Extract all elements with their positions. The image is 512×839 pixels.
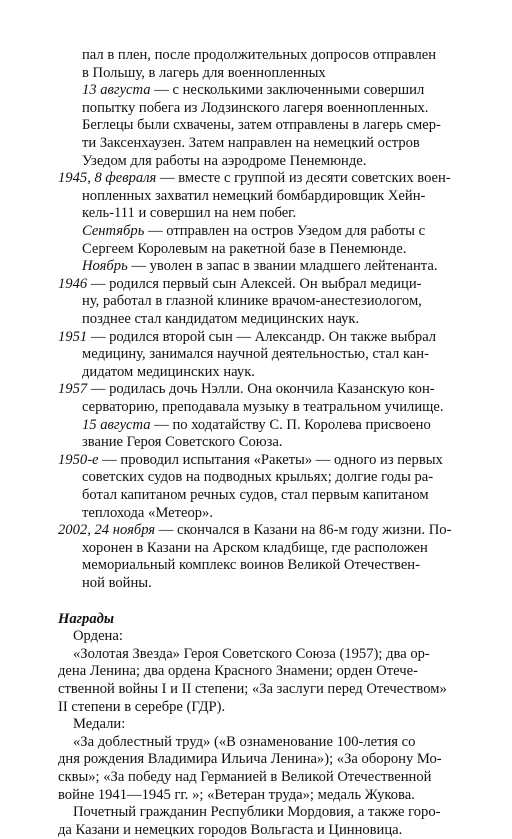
orders-label: Ордена:	[73, 628, 123, 645]
text-line: ственной войны I и II степени; «За заслуги перед Отечеством»	[58, 681, 447, 697]
text-line: звание Героя Советского Союза.	[82, 434, 283, 451]
entry-date: Сентябрь	[82, 223, 145, 239]
entry-text: — родился первый сын Алексей. Он выбрал медици-	[87, 275, 422, 292]
text-line: позднее стал кандидатом медицинских наук.	[82, 311, 360, 327]
entry-date: 1951	[58, 328, 88, 345]
honor-line: да Казани и немецких городов Вольгаста и Цинновица.	[58, 821, 403, 838]
text-line: в Польшу, в лагерь для военнопленных	[82, 64, 326, 81]
entry-date: 1950-е	[58, 451, 99, 468]
text-line: нопленных захватил немецкий бомбардировщик Хейн-	[82, 187, 426, 204]
entry-text: — родился второй сын — Александр. Он также выбрал	[87, 328, 437, 345]
awards-heading: Награды	[58, 610, 114, 627]
text-line: дидатом медицинских наук.	[82, 363, 255, 380]
text-line: мемориальный комплекс воинов Великой Отечествен-	[82, 557, 420, 574]
text-line: дня рождения Владимира Ильича Ленина»); «За оборону Мо-	[58, 751, 442, 768]
timeline-entry-1945	[58, 170, 451, 188]
text-line: медицину, занимался научной деятельностью, стал кан-	[82, 346, 429, 363]
text-line: «Золотая Звезда» Героя Советского Союза (1957); два ор-	[73, 645, 430, 662]
entry-text: — проводил испытания «Ракеты» — одного из первых	[98, 451, 443, 468]
text-line: ной войны.	[82, 575, 152, 591]
text-line: «За доблестный труд» («В ознаменование 100-летия со	[73, 733, 416, 750]
text-line: Беглецы были схвачены, затем отправлены в лагерь смер-	[82, 117, 441, 134]
timeline-entry-1957	[58, 381, 435, 399]
timeline-entry-1943-aug	[82, 82, 424, 100]
entry-date: 2002, 24 ноября	[58, 522, 156, 539]
text-line: хоронен в Казани на Арском кладбище, где расположен	[82, 539, 428, 556]
timeline-entry-november	[82, 258, 438, 276]
entry-date: 1946	[58, 275, 88, 292]
entry-text: — уволен в запас в звании младшего лейтенанта.	[127, 258, 438, 275]
entry-text: — вместе с группой из десяти советских воен-	[156, 170, 451, 187]
text-line: попытку побега из Лодзинского лагеря военнопленных.	[82, 99, 429, 116]
text-line: дена Ленина; два ордена Красного Знамени; орден Отече-	[58, 663, 418, 680]
timeline-entry-2002	[58, 522, 451, 540]
text-line: ти Заксенхаузен. Затем направлен на немецкий остров	[82, 135, 420, 151]
text-line: Сергеем Королевым на ракетной базе в Пенемюнде.	[82, 240, 407, 257]
honor-line: Почетный гражданин Республики Мордовия, а также горо-	[73, 804, 441, 821]
entry-text: — по ходатайству С. П. Королева присвоено	[150, 416, 431, 433]
entry-text: — отправлен на остров Узедом для работы с	[144, 223, 426, 239]
entry-date: Ноябрь	[82, 258, 128, 275]
text-line: ну, работал в глазной клинике врачом-анестезиологом,	[82, 293, 422, 310]
entry-text: — с несколькими заключенными совершил	[150, 82, 425, 99]
entry-text: — родилась дочь Нэлли. Она окончила Казанскую кон-	[87, 381, 435, 398]
text-line: кель-111 и совершил на нем побег.	[82, 205, 297, 222]
text-line: теплохода «Метеор».	[82, 504, 214, 521]
timeline-entry-1951	[58, 329, 436, 347]
timeline-entry-1957-aug	[82, 417, 431, 435]
entry-date: 15 августа	[82, 416, 151, 433]
text-line: сквы»; «За победу над Германией в Великой Отечественной	[58, 769, 432, 785]
text-line: советских судов на подводных крыльях; долгие годы ра-	[82, 469, 434, 486]
medals-label: Медали:	[73, 716, 126, 733]
text-line: ботал капитаном речных судов, стал первым капитаном	[82, 487, 429, 503]
entry-date: 1957	[58, 381, 88, 398]
text-line: войне 1941—1945 гг. »; «Ветеран труда»; медаль Жукова.	[58, 786, 415, 803]
text-line: пал в плен, после продолжительных допросов отправлен	[82, 47, 437, 63]
entry-date: 1945, 8 февраля	[58, 170, 157, 187]
timeline-entry-september	[82, 223, 425, 241]
timeline-entry-1946	[58, 276, 422, 294]
entry-date: 13 августа	[82, 82, 151, 99]
entry-text: — скончался в Казани на 86-м году жизни. По-	[155, 522, 452, 539]
text-line: Узедом для работы на аэродроме Пенемюнде.	[82, 152, 367, 169]
text-line: серваторию, преподавала музыку в театральном училище.	[82, 399, 444, 415]
timeline-entry-1950s	[58, 452, 443, 470]
text-line: II степени в серебре (ГДР).	[58, 698, 226, 715]
